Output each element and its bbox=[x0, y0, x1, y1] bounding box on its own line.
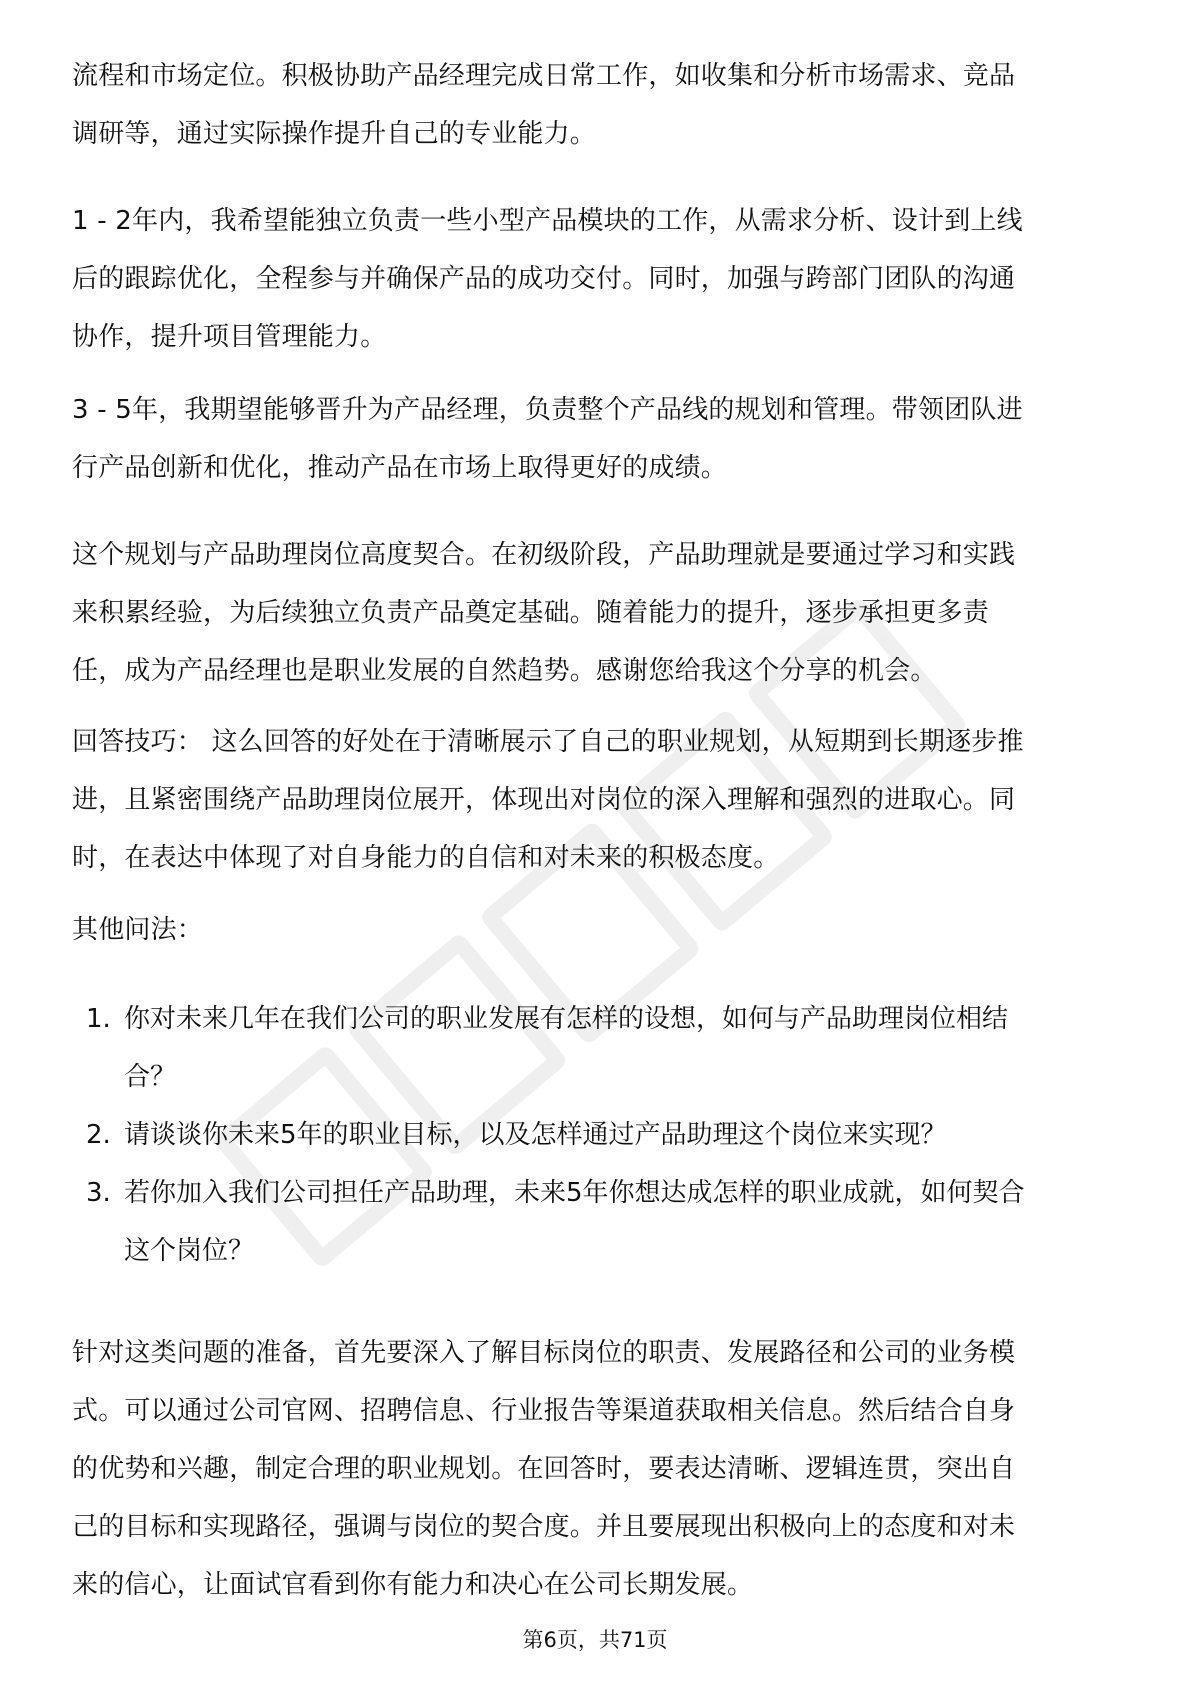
text-line: 时，在表达中体现了对自身能力的自信和对未来的积极态度。 bbox=[72, 843, 780, 873]
text-line: 进，且紧密围绕产品助理岗位展开，体现出对岗位的深入理解和强烈的进取心。同 bbox=[72, 785, 1016, 815]
paragraph-fit-with-role bbox=[72, 526, 1122, 700]
text-line: 来的信心，让面试官看到你有能力和决心在公司长期发展。 bbox=[72, 1570, 754, 1600]
text-line: 任，成为产品经理也是职业发展的自然趋势。感谢您给我这个分享的机会。 bbox=[72, 656, 937, 686]
list-item bbox=[72, 1106, 1122, 1164]
list-number: 1. bbox=[86, 1004, 111, 1034]
text-line: 若你加入我们公司担任产品助理，未来5年你想达成怎样的职业成就，如何契合 bbox=[124, 1178, 1025, 1208]
list-item bbox=[72, 1164, 1122, 1280]
other-questions-list bbox=[72, 990, 1122, 1280]
text-line: 己的目标和实现路径，强调与岗位的契合度。并且要展现出积极向上的态度和对未 bbox=[72, 1512, 1016, 1542]
text-line: 请谈谈你未来5年的职业目标，以及怎样通过产品助理这个岗位来实现？ bbox=[124, 1120, 947, 1150]
list-number: 3. bbox=[86, 1178, 111, 1208]
text-line: 式。可以通过公司官网、招聘信息、行业报告等渠道获取相关信息。然后结合自身 bbox=[72, 1396, 1016, 1426]
paragraph-intro-continued bbox=[72, 47, 1122, 163]
text-line: 这个规划与产品助理岗位高度契合。在初级阶段，产品助理就是要通过学习和实践 bbox=[72, 540, 1016, 570]
text-line: 3 - 5年，我期望能够晋升为产品经理，负责整个产品线的规划和管理。带领团队进 bbox=[72, 395, 1023, 425]
text-line: 协作，提升项目管理能力。 bbox=[72, 322, 387, 352]
paragraph-1-2-years bbox=[72, 192, 1122, 366]
text-line: 合？ bbox=[124, 1062, 177, 1092]
paragraph-preparation-advice bbox=[72, 1324, 1122, 1614]
text-line: 1 - 2年内，我希望能独立负责一些小型产品模块的工作，从需求分析、设计到上线 bbox=[72, 206, 1023, 236]
page-number-footer: 第6页，共71页 bbox=[522, 1628, 668, 1652]
text-line: 后的跟踪优化，全程参与并确保产品的成功交付。同时，加强与跨部门团队的沟通 bbox=[72, 264, 1016, 294]
paragraph-answer-tips bbox=[72, 713, 1122, 887]
text-line: 流程和市场定位。积极协助产品经理完成日常工作，如收集和分析市场需求、竞品 bbox=[72, 61, 1016, 91]
text-line: 行产品创新和优化，推动产品在市场上取得更好的成绩。 bbox=[72, 453, 728, 483]
text-line: 的优势和兴趣，制定合理的职业规划。在回答时，要表达清晰、逻辑连贯，突出自 bbox=[72, 1454, 1016, 1484]
list-item bbox=[72, 990, 1122, 1106]
text-line: 来积累经验，为后续独立负责产品奠定基础。随着能力的提升，逐步承担更多责 bbox=[72, 598, 990, 628]
paragraph-3-5-years bbox=[72, 381, 1122, 497]
text-line: 针对这类问题的准备，首先要深入了解目标岗位的职责、发展路径和公司的业务模 bbox=[72, 1338, 1016, 1368]
list-number: 2. bbox=[86, 1120, 111, 1150]
section-heading-other-questions bbox=[72, 901, 1122, 959]
text-line: 你对未来几年在我们公司的职业发展有怎样的设想，如何与产品助理岗位相结 bbox=[124, 1004, 1009, 1034]
text-line: 其他问法： bbox=[72, 915, 204, 945]
text-line: 这个岗位？ bbox=[124, 1236, 255, 1266]
text-line: 调研等，通过实际操作提升自己的专业能力。 bbox=[72, 119, 597, 149]
text-line: 回答技巧： 这么回答的好处在于清晰展示了自己的职业规划，从短期到长期逐步推 bbox=[72, 727, 1024, 757]
